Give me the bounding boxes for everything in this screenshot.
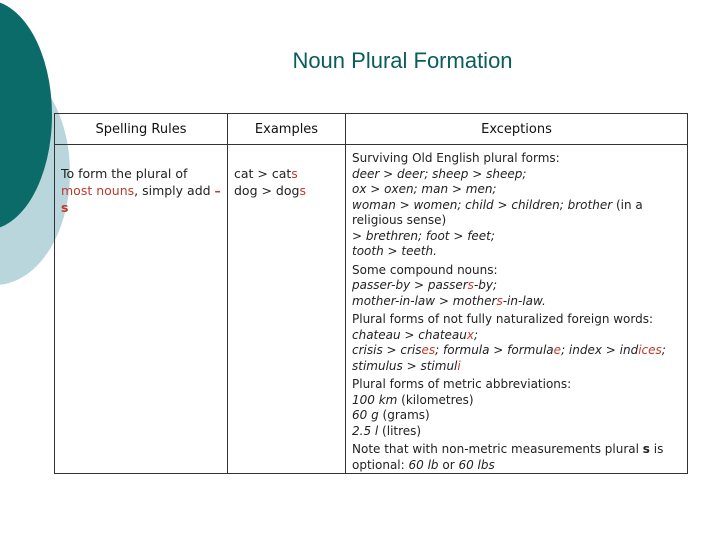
exception-old-english: Surviving Old English plural forms: deer > deer; sheep > sheep; ox > oxen; man > men; woman > women; child > children; brother (in a religious sense) > brethren; foot > feet; tooth > teeth. [352, 151, 643, 258]
exceptions-cell [346, 145, 688, 474]
slide-title: Noun Plural Formation [292, 48, 513, 73]
table-header-row [55, 114, 688, 145]
example-cats: cat > cats [234, 166, 298, 181]
header-exceptions: Exceptions [346, 114, 688, 145]
plural-rules-table [54, 113, 688, 474]
exception-compound-nouns: Some compound nouns: passer-by > passers-by; mother-in-law > mothers-in-law. [352, 262, 546, 308]
examples-cell [228, 145, 346, 474]
exception-foreign-words: Plural forms of not fully naturalized foreign words: chateau > chateaux; crisis > crises; formula > formulae; index > indices; stimulus > stimuli [352, 312, 666, 373]
example-dogs: dog > dogs [234, 183, 306, 198]
exception-metric-abbreviations: Plural forms of metric abbreviations: 100 km (kilometres) 60 g (grams) 2.5 l (litres) [352, 377, 572, 438]
table-row [55, 145, 688, 474]
rule-cell: To form the plural of most nouns, simply add –s [55, 145, 228, 474]
header-examples: Examples [228, 114, 346, 145]
header-spelling-rules: Spelling Rules [55, 114, 228, 145]
exception-non-metric-note: Note that with non-metric measurements plural s is optional: 60 lb or 60 lbs [352, 442, 664, 472]
